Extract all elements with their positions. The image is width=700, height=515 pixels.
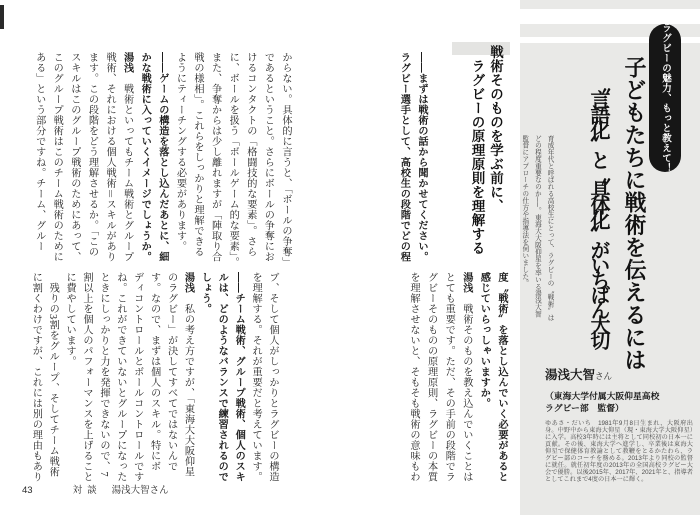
interviewee-affiliation: （東海大学付属大阪仰星高校 — [545, 391, 660, 401]
main-title-line1: 子どもたちに戦術を伝えるには — [622, 56, 647, 371]
text-column: しょう。 — [199, 272, 211, 314]
text-column: ます。この段階をどう理解させるか。「この — [86, 52, 98, 257]
corner-badge-text: ラグビーの魅力、もっと教えて！ — [660, 23, 671, 173]
lead-line: 育成年代と呼ばれる高校生にとって、ラグビーの〝戦術〟は — [546, 135, 553, 322]
interviewee-profile — [545, 365, 693, 483]
text-column: また、争奪からは少し離れますが「陣取り合 — [209, 52, 221, 262]
lead-line: 監督にアプローチの仕方や指導法を伺いました。 — [520, 135, 528, 287]
text-column: スキルはこのグループ戦術のためにあって、 — [68, 52, 80, 262]
page-number: 43 — [22, 485, 33, 496]
text-column: 戦術、それにおける個人戦術＝スキルがあり — [104, 52, 116, 262]
text-column: からない。具体的に言うと、「ボールの争奪」 — [280, 52, 291, 268]
body-block-right-bottom — [404, 272, 510, 484]
main-title — [580, 56, 653, 371]
text-column: 湯浅 戦術そのものを教え込んでいくことは — [460, 272, 472, 482]
interviewee-name: 湯浅大智さん — [545, 368, 613, 382]
interviewee-bio: ゆあさ・だいち 1981年9月8日生まれ、大阪府出身。中野中から東海大仰星（現・東海大学大阪仰星）に入学。高校3年時には主将として同校初の日本一に貢献。その後、東海大学へ進学し、卒業後は東海大仰星で保健体育教諭として教鞭をとるかたわら、ラグビー部のコーチを務める。2013年より同校の監督に就任。就任初年度の2013年の全国高校ラグビー大会で優勝。以後2015年、2017年、2021年と、指導者としてこれまで4度の日本一に輝く。 — [545, 420, 693, 483]
body-block-left-bottom — [26, 272, 280, 484]
text-column: に費やしています。 — [64, 272, 76, 367]
text-column: 割以上を個人のパフォーマンスを上げること — [81, 272, 93, 482]
body-block-left-top — [30, 52, 294, 266]
text-column: す。なので、まずは個人のスキル。特にボ — [148, 272, 160, 472]
text-column: ルは、どのようなバランスで練習されるので — [216, 272, 228, 482]
page-edge-tab — [0, 5, 4, 29]
text-column: ブ、そして個人がしっかりとラグビーの構造 — [267, 272, 278, 482]
text-column: とても重要です。ただ、その手前の段階でラ — [443, 272, 455, 482]
text-column: 湯浅 戦術といってもチーム戦術とグループ — [121, 52, 133, 262]
text-column: ある」という部分ですね。チーム、グルー — [33, 52, 45, 252]
section-heading — [467, 45, 504, 255]
text-column: かな戦術に入っていくイメージでしょうか。 — [139, 52, 151, 262]
text-column: に、ボールを扱う「ボールゲーム的な要素」。 — [227, 52, 239, 268]
text-column: ディコントロールとボールコントロールです — [131, 272, 143, 482]
section-heading-line2: ラグビーの原理原則を理解する — [469, 59, 485, 255]
main-title-line2: 〝言語化〟と〝具体化〟がいちばん大切 — [587, 75, 609, 345]
lead-line: どの程度重要なのか──。東海大大阪仰星を率いる湯浅大智 — [533, 135, 541, 318]
text-column: 残りの3割をグループ、そしてチーム戦術 — [47, 272, 59, 477]
text-column: 度〝戦術〟を落とし込んでいく必要があると — [496, 272, 507, 482]
honorific: さん — [595, 371, 613, 381]
footer-section-label: 対談 — [72, 486, 102, 496]
text-column: ときにしっかりと力を発揮できないので、7 — [97, 272, 109, 477]
text-column: 湯浅 私の考え方ですが、「東海大大阪仰星 — [182, 272, 194, 477]
text-column: のラグビー」が決してすべてではないんで — [165, 272, 177, 472]
section-heading-line1: 戦術そのものを学ぶ前に、 — [488, 45, 503, 213]
text-column: けるコンタクトの「格闘技的な要素」。さら — [244, 52, 256, 257]
decor-stripe — [520, 0, 700, 9]
speaker-label: 湯浅 — [460, 272, 472, 293]
corner-badge — [649, 24, 681, 172]
interviewee-affiliation: ラグビー部 監督） — [545, 403, 624, 413]
text-column: ――チーム戦術、グループ戦術、個人のスキ — [233, 272, 245, 482]
text-column: ね。これができていないとグループになった — [114, 272, 126, 482]
text-column: このグループ戦術はこのチーム戦術のために — [51, 52, 63, 262]
text-column: 感じていらっしゃいますか。 — [478, 272, 490, 409]
body-block-right-top — [395, 52, 430, 266]
speaker-label: 湯浅 — [121, 52, 133, 73]
text-column: ――ゲームの構造を落とし込んだあとに、細 — [156, 52, 168, 262]
text-column: であるということ。さらにボールの争奪にお — [262, 52, 274, 262]
lead-paragraph — [517, 135, 555, 321]
page-footer — [22, 482, 169, 496]
text-column: ようにティーチングする必要があります。 — [174, 52, 186, 252]
text-column: ラグビー選手として、高校生の段階でどの程 — [398, 52, 410, 262]
text-column: ――まずは戦術の話から聞かせてください。 — [416, 52, 427, 262]
text-column: を理解させないと、そもそも戦術の意味もわ — [408, 272, 420, 482]
text-column: を理解する。それが重要だと考えています。 — [250, 272, 262, 482]
footer-interviewee-name: 湯浅大智さん — [111, 486, 169, 496]
text-column: グビーそのものの原理原則、ラグビーの本質 — [425, 272, 437, 482]
text-column: 戦の様相」。これらをしっかりと理解できる — [192, 52, 204, 257]
text-column: に割くわけですが、これには別の理由もあり — [30, 272, 42, 482]
speaker-label: 湯浅 — [182, 272, 194, 293]
